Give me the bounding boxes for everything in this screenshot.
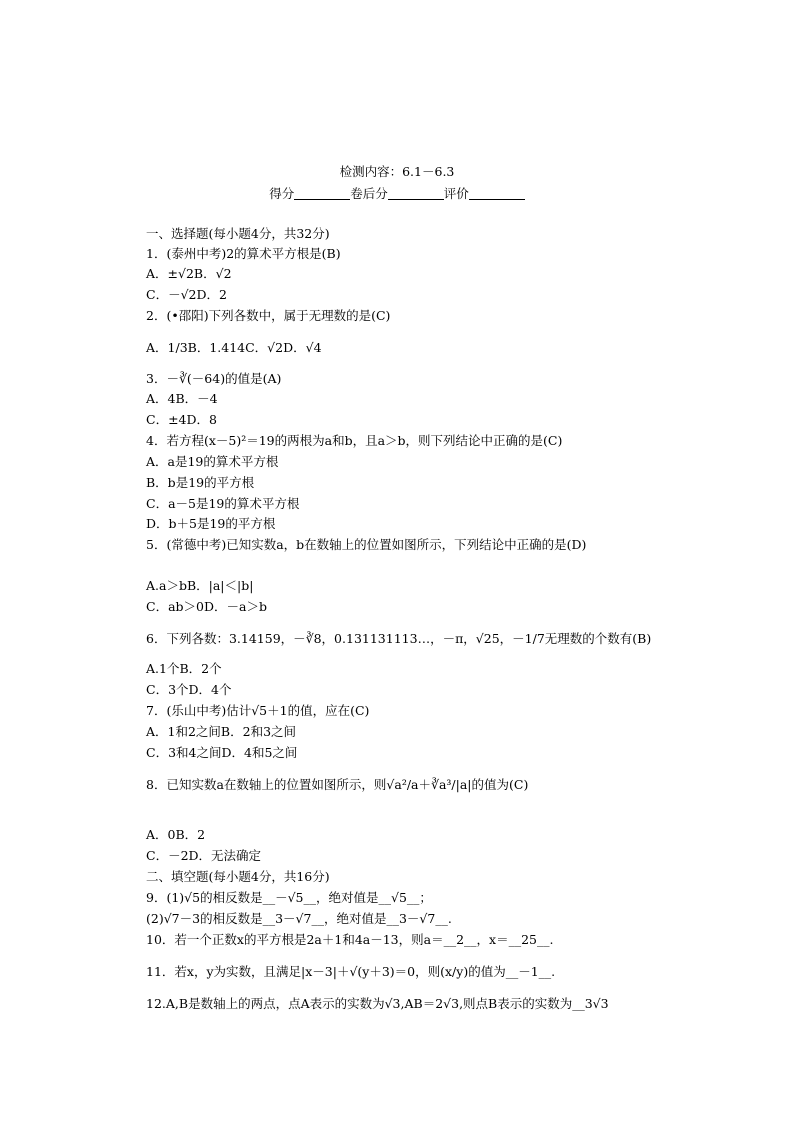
- section-heading: 二、填空题(每小题4分，共16分): [146, 869, 330, 884]
- q4-stem: 4．若方程(x－5)²＝19的两根为a和b，且a＞b，则下列结论中正确的是(C): [146, 433, 563, 448]
- q11: 11．若x，y为实数，且满足|x－3|＋√(y＋3)＝0，则(x/y)的值为__－1__.: [146, 964, 556, 979]
- score-label: 得分: [269, 186, 295, 201]
- q6-stem: 6．下列各数：3.14159，－∛8，0.131131113…，－π，√25，－1/7无理数的个数有(B): [146, 631, 652, 646]
- q3-options-ab: A．4B．－4: [146, 391, 218, 406]
- q1-options-ab: A．±√2B．√2: [146, 266, 232, 281]
- q8-options-ab: A．0B．2: [146, 827, 206, 842]
- q6-options-ab: A.1个B．2个: [146, 661, 222, 676]
- score-blank: [294, 187, 350, 200]
- q1-stem: 1．(泰州中考)2的算术平方根是(B): [146, 246, 341, 261]
- q5-options-cd: C．ab＞0D．－a＞b: [146, 599, 267, 614]
- q7-options-ab: A．1和2之间B．2和3之间: [146, 724, 297, 739]
- q8-options-cd: C．－2D．无法确定: [146, 848, 262, 863]
- score-line: [0, 184, 794, 202]
- q4-option-c: C．a－5是19的算术平方根: [146, 496, 300, 511]
- evaluation-blank: [469, 187, 525, 200]
- q9-part2: (2)√7－3的相反数是__3－√7__，绝对值是__3－√7__.: [146, 911, 452, 926]
- section-heading: 一、选择题(每小题4分，共32分): [146, 226, 330, 241]
- q4-option-d: D．b＋5是19的平方根: [146, 516, 276, 531]
- q3-stem: 3．－∛(－64)的值是(A): [146, 371, 282, 386]
- q1-options-cd: C．－√2D．2: [146, 287, 227, 302]
- q4-option-b: B．b是19的平方根: [146, 475, 255, 490]
- evaluation-label: 评价: [443, 186, 469, 201]
- q2-options: A．1/3B．1.414C．√2D．√4: [146, 340, 322, 355]
- q12: 12.A,B是数轴上的两点，点A表示的实数为√3,AB＝2√3,则点B表示的实数为__3√3: [146, 996, 609, 1011]
- q9-part1: 9．(1)√5的相反数是__－√5__，绝对值是__√5__；: [146, 890, 432, 905]
- content-title: 检测内容：6.1－6.3: [339, 164, 455, 179]
- q7-options-cd: C．3和4之间D．4和5之间: [146, 745, 298, 760]
- q5-options-ab: A.a＞bB．|a|＜|b|: [146, 578, 254, 593]
- after-score-blank: [388, 187, 444, 200]
- q3-options-cd: C．±4D．8: [146, 412, 217, 427]
- q8-stem: 8．已知实数a在数轴上的位置如图所示，则√a²/a＋∛a³/|a|的值为(C): [146, 777, 529, 792]
- after-score-label: 卷后分: [350, 186, 388, 201]
- q4-option-a: A．a是19的算术平方根: [146, 454, 279, 469]
- q7-stem: 7．(乐山中考)估计√5＋1的值，应在(C): [146, 703, 370, 718]
- q10: 10．若一个正数x的平方根是2a＋1和4a－13，则a＝__2__，x＝__25__.: [146, 932, 554, 947]
- q2-stem: 2．(•邵阳)下列各数中，属于无理数的是(C): [146, 308, 391, 323]
- q5-stem: 5．(常德中考)已知实数a，b在数轴上的位置如图所示，下列结论中正确的是(D): [146, 537, 587, 552]
- q6-options-cd: C．3个D．4个: [146, 682, 232, 697]
